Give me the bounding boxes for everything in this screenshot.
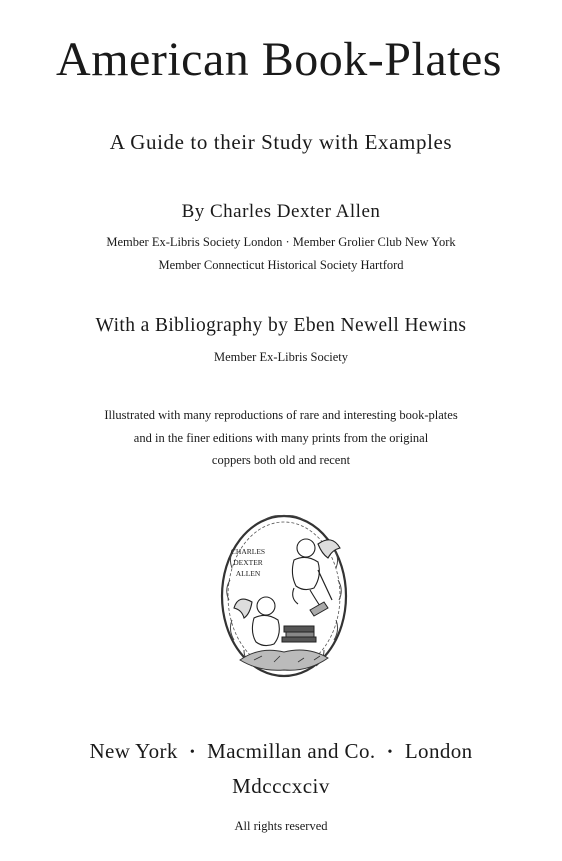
bibliography-credit: With a Bibliography by Eben Newell Hewins [95,315,467,336]
illustration-note-line-1: Illustrated with many reproductions of rare and interesting book-plates [104,408,458,422]
imprint-publisher: Macmillan and Co. [207,739,376,763]
bookplate-vignette [214,510,354,682]
illustration-note-line-2: and in the finer editions with many prints from the original [133,431,429,445]
bookplate-name-line-1: CHARLES [230,547,266,556]
separator-dot: • [387,745,393,761]
book-title: American Book-Plates [56,33,502,86]
separator-dot: • [189,745,196,761]
author-memberships-line-2: Member Connecticut Historical Society Hartford [158,258,404,272]
bookplate-name-line-3: ALLEN [235,569,261,578]
author-memberships-line-1: Member Ex-Libris Society London · Member Grolier Club New York [106,235,456,249]
book-subtitle: A Guide to their Study with Examples [109,130,453,154]
rights-notice: All rights reserved [234,819,328,833]
bibliographer-membership: Member Ex-Libris Society [214,350,348,364]
illustration-note-line-3: coppers both old and recent [211,453,351,467]
publication-year: Mdcccxciv [232,774,330,798]
bookplate-name-line-2: DEXTER [233,558,263,567]
author-byline: By Charles Dexter Allen [181,201,381,222]
imprint-line [0,739,562,764]
imprint-city-new-york: New York [89,739,178,763]
imprint-city-london: London [404,739,473,763]
